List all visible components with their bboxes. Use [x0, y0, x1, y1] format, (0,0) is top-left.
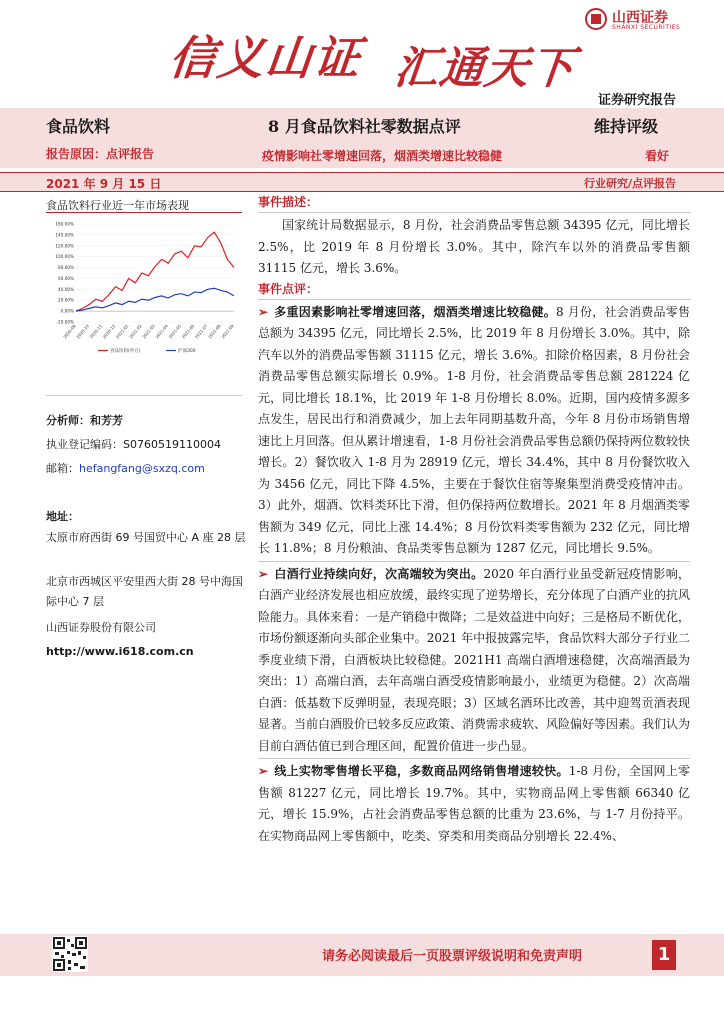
chart-series-line-1: [76, 232, 234, 311]
chart-y-tick-label: 120.00%: [55, 243, 74, 249]
chart-y-tick-label: 40.00%: [58, 286, 74, 292]
event-heading: 事件描述：: [258, 195, 319, 209]
chart-series-line-2: [76, 288, 234, 311]
chart-y-tick-label: 20.00%: [58, 297, 74, 303]
paragraph-rule: [258, 758, 690, 759]
comment-paragraph-2: [258, 564, 690, 758]
chart-y-tick-label: 80.00%: [58, 265, 74, 271]
slogan-right: 汇通天下: [391, 43, 578, 94]
email-label: 邮箱：: [46, 462, 79, 475]
rating-value: 看好: [645, 149, 670, 163]
comment-heading: 事件点评：: [258, 281, 319, 296]
chart-x-tick-label: 2021-07: [193, 323, 209, 340]
chart-x-tick-label: 2020-10: [75, 323, 90, 340]
disclaimer-notice: 请务必阅读最后一页股票评级说明和免责声明: [322, 949, 583, 964]
qr-code-icon: [52, 936, 88, 972]
report-category: 行业研究/点评报告: [583, 177, 676, 190]
address-beijing: 北京市西城区平安里西大街 28 号中海国际中心 7 层: [46, 575, 243, 608]
chart-y-tick-label: -20.00%: [56, 319, 74, 325]
report-body: [258, 193, 690, 847]
analyst-license: 执业登记编码：S0760519110004: [46, 438, 221, 451]
report-subtitle: 疫情影响社零增速回落，烟酒类增速比较稳健: [262, 149, 503, 163]
chart-x-tick-label: 2020-12: [101, 323, 117, 340]
chart-x-tick-label: 2021-06: [180, 323, 196, 340]
slogan-left: 信义山证: [166, 31, 365, 85]
bullet-arrow-icon: ➢: [258, 566, 269, 581]
chart-x-tick-label: 2021-05: [167, 323, 183, 340]
chart-x-tick-label: 2021-03: [141, 323, 156, 340]
bullet-arrow-icon: ➢: [258, 304, 269, 319]
address-taiyuan: 太原市府西街 69 号国贸中心 A 座 28 层: [46, 531, 246, 544]
chart-x-tick-label: 2021-04: [154, 323, 169, 340]
company-logo-icon: [585, 8, 607, 30]
paragraph-text: 2020 年白酒行业虽受新冠疫情影响，白酒产业经济发展也相应放缓，最终实现了逆势增长，充分体现了白酒产业的抗风险能力。具体来看：一是产销稳中微降；二是效益进中向好；三是格局不断优化，市场份额逐渐向头部企业集中。2021 年中报披露完毕，食品饮料大部分子行业二季度业绩下滑，白酒板块比较稳健。2021H1 高端白酒增速稳健，次高端酒最为突出：1）高端白酒，去年高端白酒受疫情影响最小，业绩更为稳健。2）次高端白酒：低基数下反弹明显，表现亮眼；3）区域名酒环比改善，其中迎驾贡酒表现显著。当前白酒股价已较多反应政策、消费需求疲软、风险偏好等因素。我们认为目前白酒估值已到合理区间，配置价值进一步凸显。: [258, 566, 691, 753]
email-row: [46, 460, 205, 476]
chart-x-tick-label: 2021-08: [207, 323, 222, 340]
chart-legend-label: 沪深300: [178, 349, 196, 354]
chart-y-tick-label: 0.00%: [60, 308, 74, 314]
heading-rule: [258, 299, 690, 300]
heading-rule: [258, 212, 690, 213]
company-website[interactable]: http://www.i618.com.cn: [46, 645, 194, 658]
sidebar-divider: [46, 395, 242, 396]
chart-divider: [46, 212, 242, 213]
bullet-arrow-icon: ➢: [258, 764, 269, 778]
report-date: 2021 年 9 月 15 日: [46, 177, 162, 191]
chart-y-tick-label: 160.00%: [55, 221, 74, 227]
event-description: 国家统计局数据显示，8 月份，社会消费品零售总额 34395 亿元，同比增长 2.5%，比 2019 年 8 月份增长 3.0%。其中，除汽车以外的消费品零售额 31115 亿元，增长 3.6%。: [258, 218, 690, 275]
paragraph-lead: 多重因素影响社零增速回落，烟酒类增速比较稳健。: [274, 304, 557, 319]
analyst-name: 分析师：和芳芳: [46, 414, 123, 427]
email-link[interactable]: hefangfang@sxzq.com: [79, 462, 205, 475]
chart-y-tick-label: 100.00%: [55, 254, 74, 260]
chart-y-tick-label: 140.00%: [55, 232, 74, 238]
paragraph-text: 8 月份，社会消费品零售总额为 34395 亿元，同比增长 2.5%，比 2019 年 8 月份增长 3.0%。其中，除汽车以外的消费品零售额 31115 亿元，增长 3.6%。扣除价格因素，8 月份社会消费品零售总额实际增长 0.9%。1-8 月份，社会消费品零售总额 281224 亿元，同比增长 18.1%，比 2019 年 1-8 月份增长 8.0%。近期，国内疫情多源多点发生，居民出行和消费减少，加上去年同期基数升高，今年 8 月份市场销售增速比上月回落。但从累计增速看，1-8 月份社会消费品零售总额仍保持两位数较快增长。2）餐饮收入 1-8 月为 28919 亿元，增长 34.4%，其中 8 月份餐饮收入为 3456 亿元，同比下降 4.5%，主要在于餐饮住宿等聚集型消费受疫情冲击。3）此外，烟酒、饮料类环比下滑，但仍保持两位数增长。2021 年 8 月烟酒类零售额为 349 亿元，同比上涨 14.4%；8 月份饮料类零售额为 232 亿元，同比增长 11.8%；8 月份粮油、食品类零售总额为 1287 亿元，同比增长 9.5%。: [258, 304, 690, 555]
company-name: 山西证券股份有限公司: [46, 621, 156, 634]
chart-x-tick-label: 2020-11: [88, 323, 104, 340]
paragraph-lead: 线上实物零售增长平稳，多数商品网络销售增速较快。: [274, 764, 569, 778]
report-type: 证券研究报告: [597, 93, 676, 108]
sector-name: 食品饮料: [46, 117, 111, 136]
comment-paragraph-3: [258, 761, 690, 847]
chart-title: 食品饮料行业近一年市场表现: [46, 199, 189, 212]
paragraph-text: 1-8 月份，全国网上零售额 81227 亿元，同比增长 19.7%。其中，实物商品网上零售额 66340 亿元，增长 15.9%，占社会消费品零售总额的比重为 23.6%，与 1-7 月份持平。在实物商品网上零售额中，吃类、穿类和用类商品分别增长 22.4%、: [258, 764, 690, 843]
chart-x-tick-label: 2021-02: [128, 323, 143, 340]
chart-legend-label: 食品饮料(申万): [110, 349, 141, 354]
paragraph-rule: [258, 561, 690, 562]
market-performance-chart: [46, 216, 242, 358]
paragraph-lead: 白酒行业持续向好，次高端较为突出。: [274, 566, 484, 581]
comment-paragraph-1: [258, 302, 690, 560]
report-title: 8 月食品饮料社零数据点评: [268, 117, 461, 136]
page-number: 1: [652, 940, 676, 970]
address-label: 地址：: [46, 510, 79, 523]
chart-x-tick-label: 2021-01: [114, 323, 130, 340]
rating-label: 维持评级: [594, 117, 659, 136]
company-logo-english: SHANXI SECURITIES: [612, 24, 681, 31]
chart-x-tick-label: 2021-09: [220, 323, 235, 340]
chart-y-tick-label: 60.00%: [58, 275, 74, 281]
report-reason: 报告原因：点评报告: [46, 147, 155, 161]
company-logo-name: 山西证券: [612, 10, 668, 26]
chart-x-tick-label: 2020-09: [62, 323, 77, 340]
